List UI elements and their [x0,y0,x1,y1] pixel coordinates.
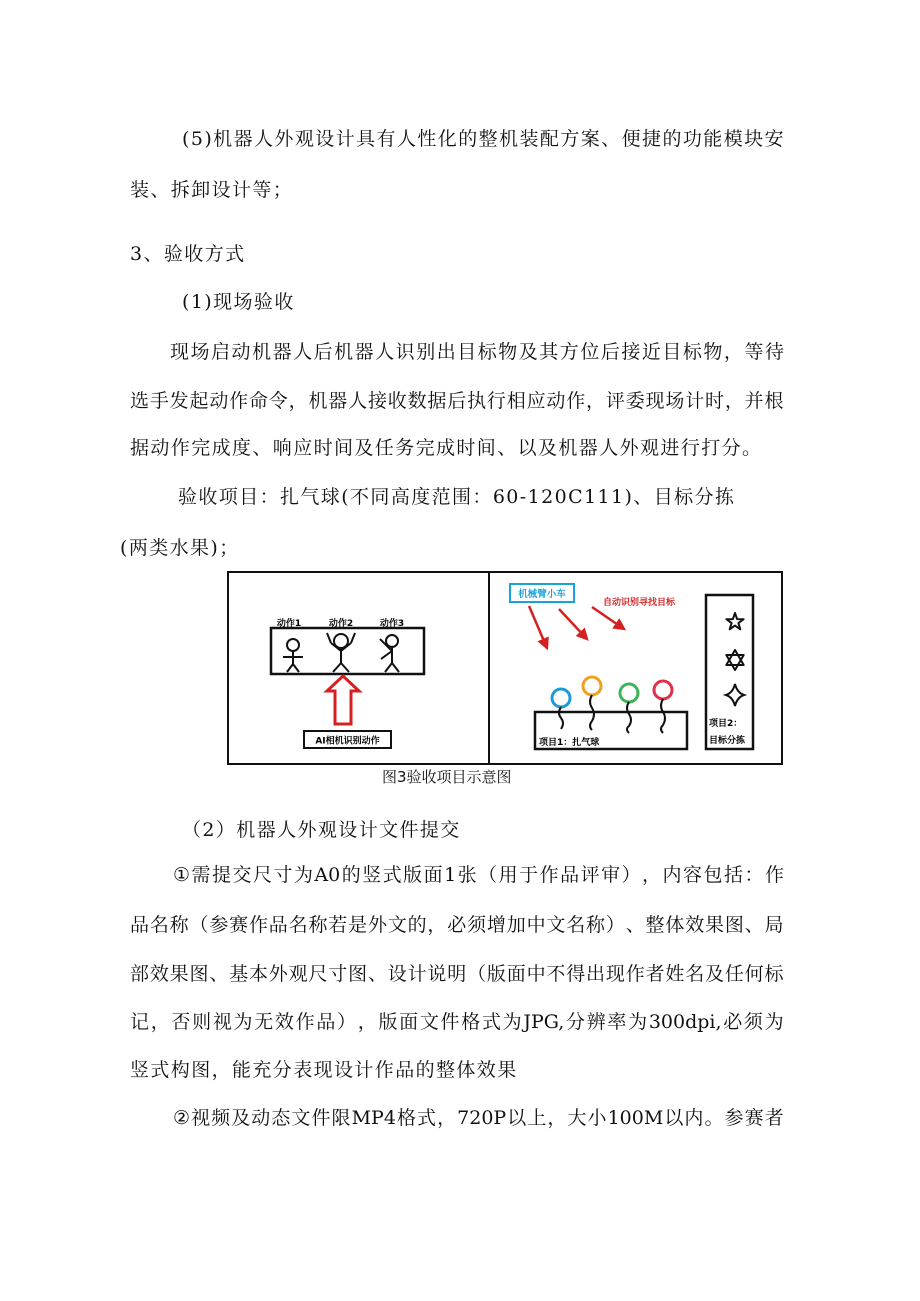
subheading-design-submission: （2）机器人外观设计文件提交 [182,819,461,841]
clause-1-line-3: 部 效 果 图 、 基 本 外 观 尺 寸 图 、 设 计 说 明 （ 版 面 中 不 得 出 现 作 者 姓 名 及 任 何 标 [130,963,784,985]
acceptance-items-line-2: (两类水果)； [120,537,240,559]
balloon-project-label: 项目1：扎气球 [539,738,600,748]
camera-label: AI相机识别动作 [315,736,380,747]
body-line-3: 据动作完成度、响应时间及任务完成时间、以及机器人外观进行打分。 [130,437,763,459]
action-3-label: 动作3 [379,619,405,629]
clause-1-line-5: 竖式构图，能充分表现设计作品的整体效果 [130,1059,518,1081]
acceptance-items-line-1: 验收项目：扎气球(不同高度范围：60-120C111)、目标分拣 [178,486,736,508]
figure-caption: 图3验收项目示意图 [382,768,512,786]
action-2-label: 动作2 [328,619,354,629]
auto-detect-label: 自动识别寻找目标 [602,598,676,608]
section-heading-3: 3、验收方式 [130,243,246,265]
action-1-label: 动作1 [276,619,302,629]
body-line-2: 选 手 发 起 动 作 命 令 ， 机 器 人 接 收 数 据 后 执 行 相 应 动 作 ， 评 委 现 场 计 时 ， 并 根 [130,390,784,412]
robot-car-label: 机械臂小车 [518,589,566,600]
clause-2-line-1: ② 视 频 及 动 态 文 件 限 MP4 格 式 ， 720P 以 上 ， 大 小 100M 以 内 。 参 赛 者 [173,1107,784,1129]
paragraph-5-line-2: 装、拆卸设计等； [130,179,294,201]
clause-1-line-2: 品 名 称 （ 参 赛 作 品 名 称 若 是 外 文 的 ， 必 须 增 加 中 文 名 称 ） 、 整 体 效 果 图 、 局 [130,914,784,936]
paragraph-5-line-1: ( 5 ) 机 器 人 外 观 设 计 具 有 人 性 化 的 整 机 装 配 方 案 、 便 捷 的 功 能 模 块 安 [182,128,784,150]
acceptance-diagram [227,571,783,765]
clause-1-line-1: ① 需 提 交 尺 寸 为 A0 的 竖 式 版 面 1 张 （ 用 于 作 品 评 审 ） ， 内 容 包 括 ： 作 [173,864,784,886]
subheading-onsite-acceptance: (1)现场验收 [182,291,295,313]
body-line-1: 现 场 启 动 机 器 人 后 机 器 人 识 别 出 目 标 物 及 其 方 位 后 接 近 目 标 物 ， 等 待 [170,341,784,363]
clause-1-line-4: 记 ， 否 则 视 为 无 效 作 品 ） ， 版 面 文 件 格 式 为 JPG, 分 辨 率 为 300dpi, 必 须 为 [130,1011,784,1033]
sorting-label-2: 目标分拣 [709,736,746,746]
sorting-label-1: 项目2： [709,719,743,729]
